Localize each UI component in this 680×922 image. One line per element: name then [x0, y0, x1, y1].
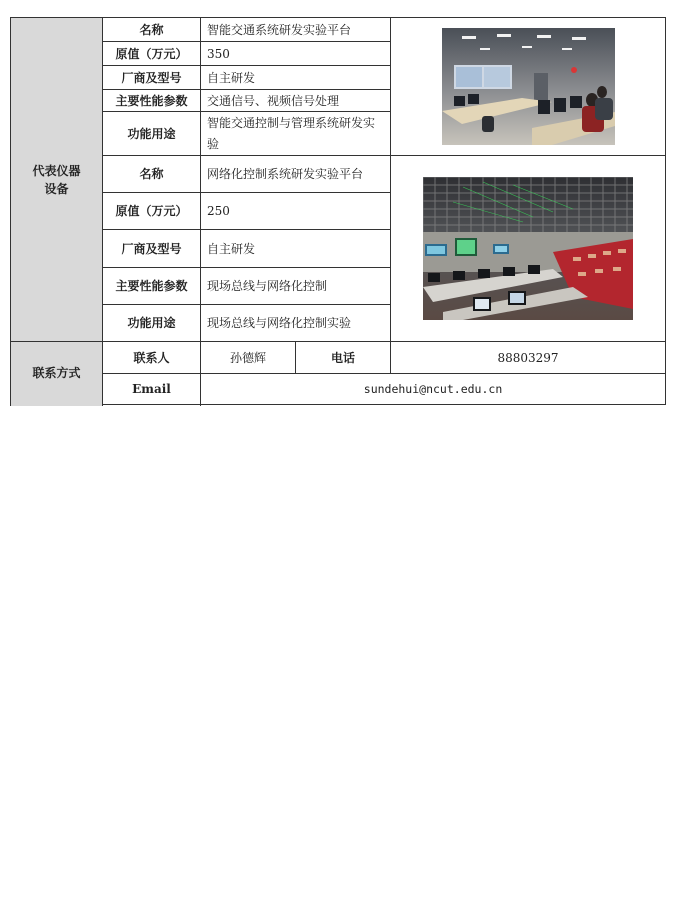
equipment-table [10, 17, 666, 405]
contact-phone: 88803297 [391, 342, 666, 374]
network-lab-photo [423, 177, 633, 320]
item1-photo-cell [391, 18, 666, 156]
label-maker: 厂商及型号 [103, 66, 201, 90]
label-name: 名称 [103, 156, 201, 193]
item1-maker: 自主研发 [201, 66, 391, 90]
label-value: 原值（万元） [103, 42, 201, 66]
table-row [11, 18, 666, 42]
lab-control-room-photo [442, 28, 615, 145]
item2-function: 现场总线与网络化控制实验 [201, 305, 391, 342]
section-label-contact: 联系方式 [11, 342, 103, 405]
label-function: 功能用途 [103, 112, 201, 156]
label-email: Email [103, 374, 201, 405]
label-specs: 主要性能参数 [103, 268, 201, 305]
item1-function: 智能交通控制与管理系统研发实验 [201, 112, 391, 156]
label-phone: 电话 [296, 342, 391, 374]
label-specs: 主要性能参数 [103, 90, 201, 112]
table-row [11, 342, 666, 374]
label-maker: 厂商及型号 [103, 230, 201, 268]
table-row [11, 156, 666, 193]
table-row [11, 374, 666, 405]
label-value: 原值（万元） [103, 193, 201, 230]
item2-value: 250 [201, 193, 391, 230]
label-contact-person: 联系人 [103, 342, 201, 374]
item1-value: 350 [201, 42, 391, 66]
item2-maker: 自主研发 [201, 230, 391, 268]
label-name: 名称 [103, 18, 201, 42]
section-label-equipment: 代表仪器 设备 [11, 18, 103, 342]
contact-email[interactable]: sundehui@ncut.edu.cn [201, 374, 666, 405]
contact-person: 孙德辉 [201, 342, 296, 374]
item1-specs: 交通信号、视频信号处理 [201, 90, 391, 112]
item2-photo-cell [391, 156, 666, 342]
table-continuation-edge [10, 402, 201, 406]
label-function: 功能用途 [103, 305, 201, 342]
item1-name: 智能交通系统研发实验平台 [201, 18, 391, 42]
item2-name: 网络化控制系统研发实验平台 [201, 156, 391, 193]
item2-specs: 现场总线与网络化控制 [201, 268, 391, 305]
